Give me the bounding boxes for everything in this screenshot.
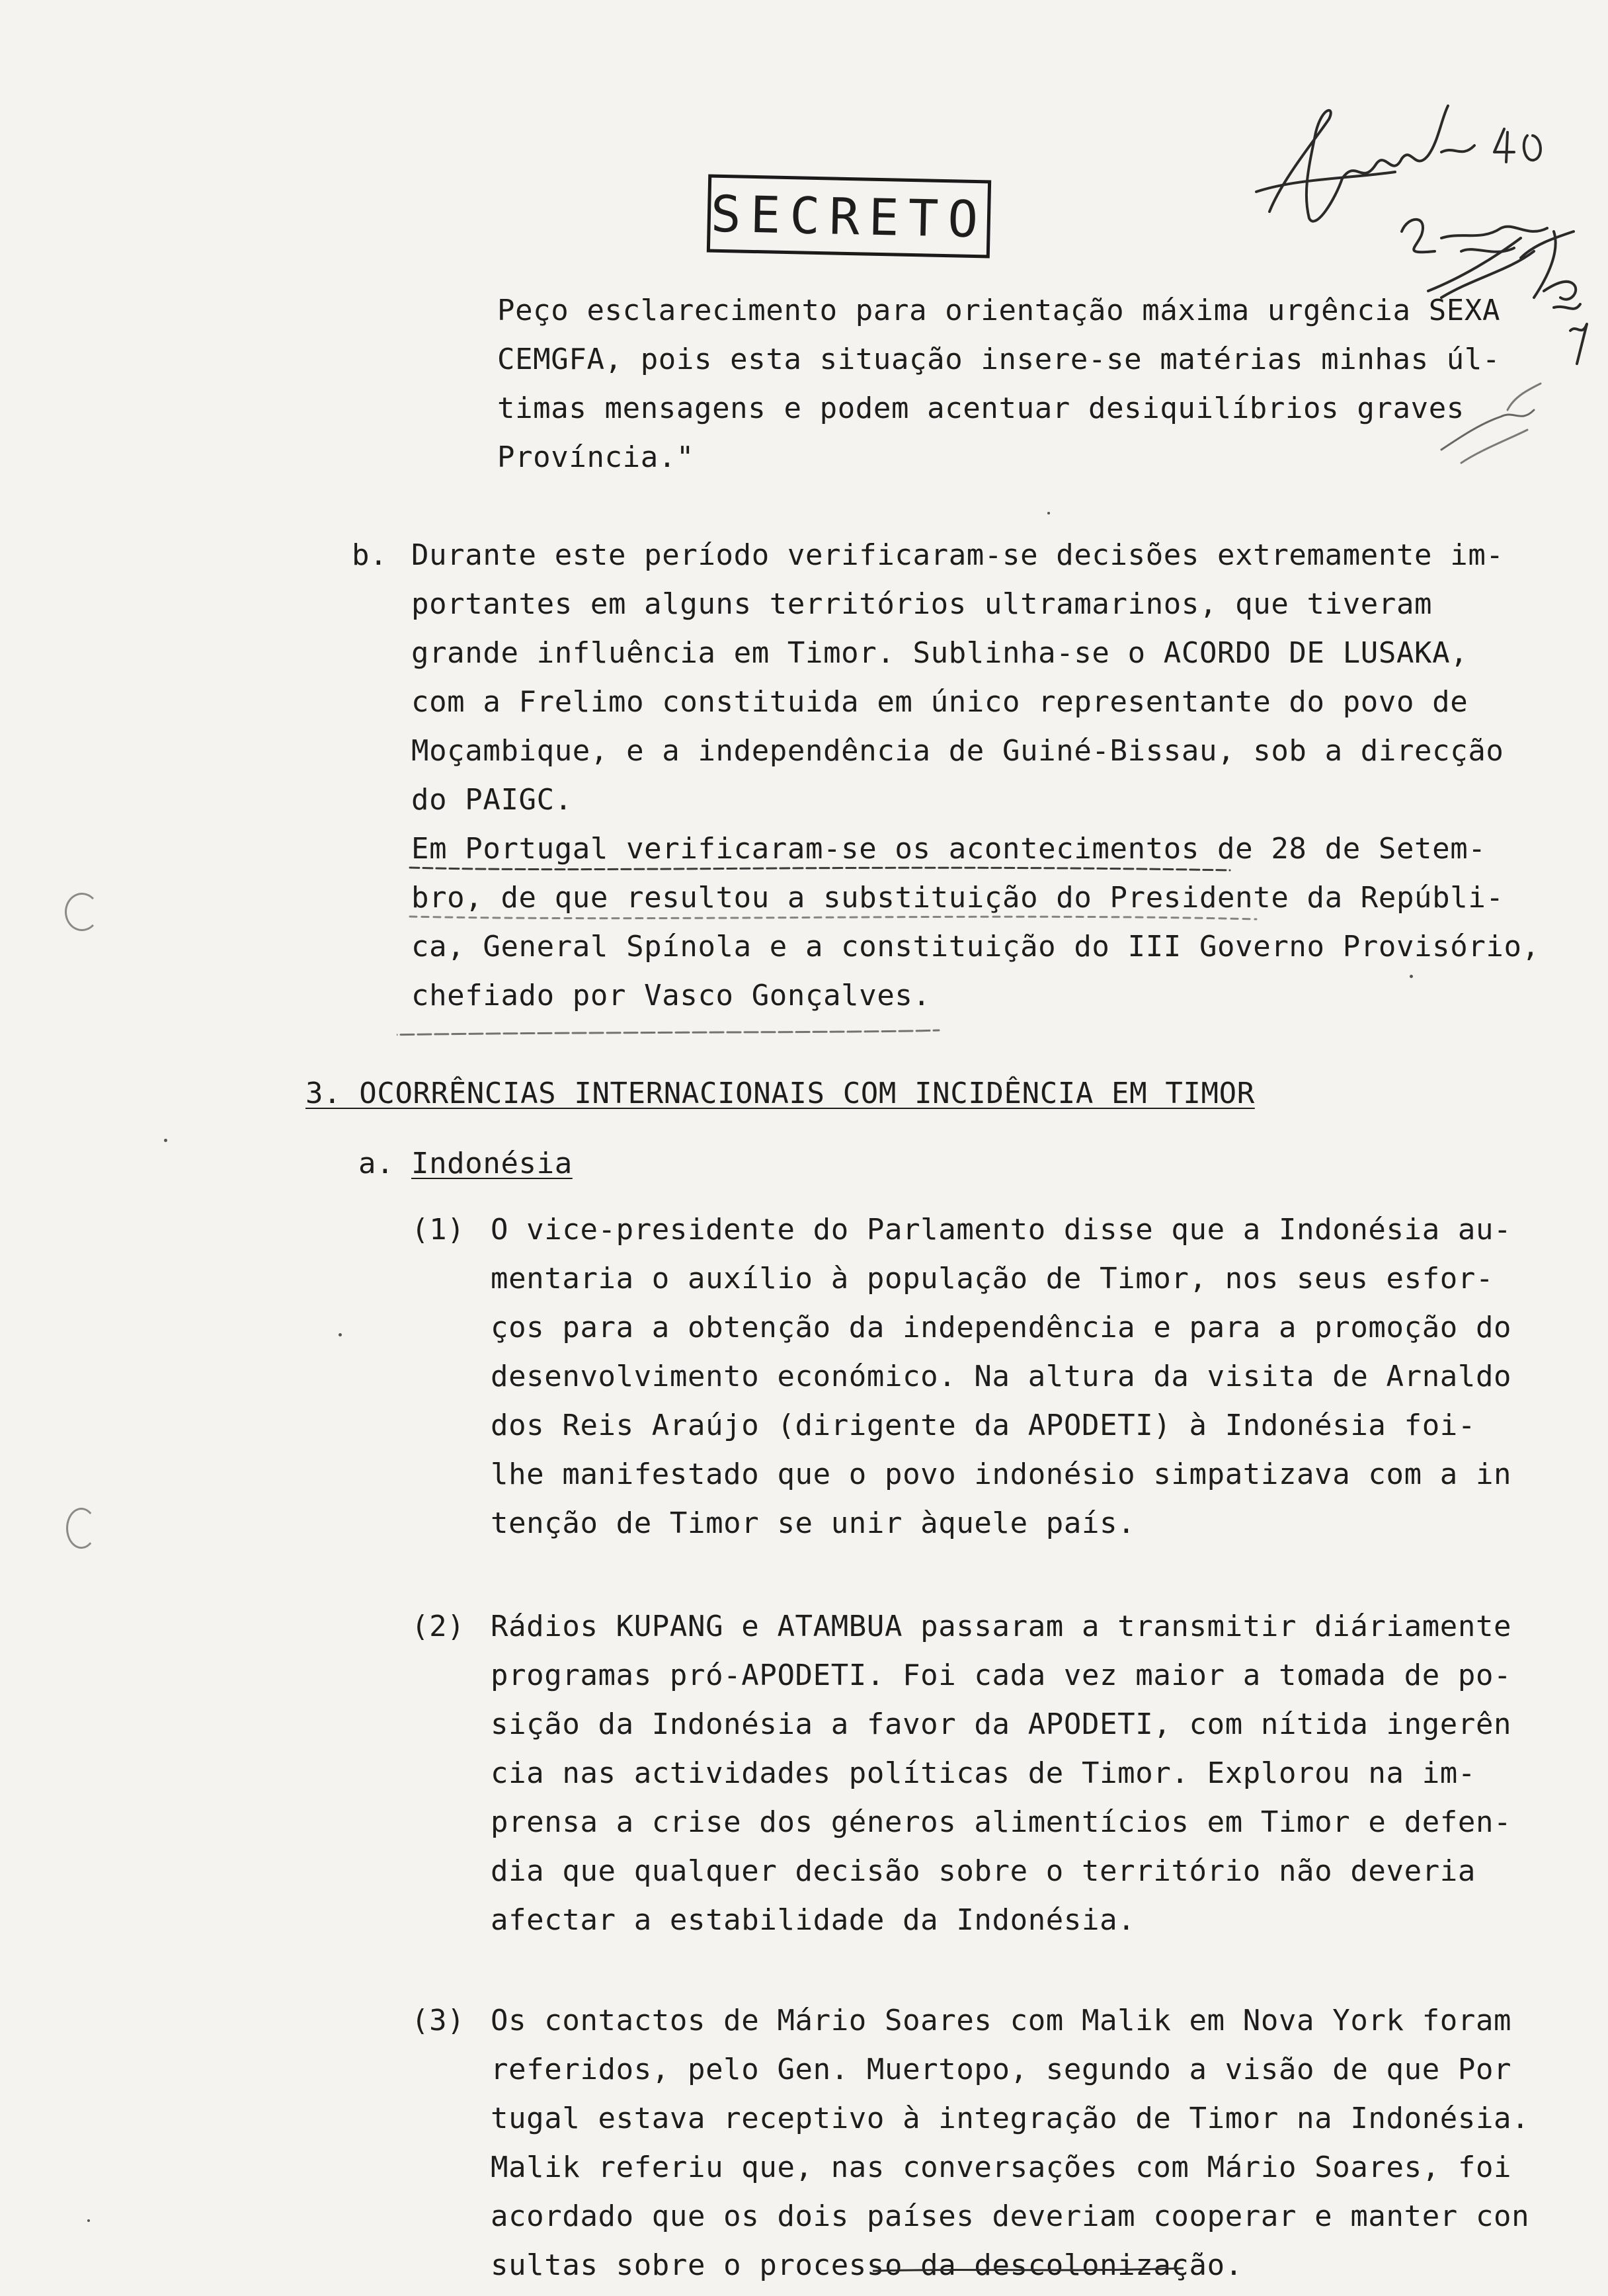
- section-3-heading: 3. OCORRÊNCIAS INTERNACIONAIS COM INCIDÊNCIA EM TIMOR: [305, 1077, 1255, 1110]
- item-line: dia que qualquer decisão sobre o território não deveria: [491, 1854, 1476, 1888]
- item-line: Os contactos de Mário Soares com Malik em Nova York foram: [491, 2004, 1512, 2037]
- item-line: lhe manifestado que o povo indonésio simpatizava com a in: [491, 1457, 1512, 1491]
- item-line: tenção de Timor se unir àquele país.: [491, 1506, 1136, 1540]
- quote-line: Peço esclarecimento para orientação máxima urgência SEXA: [497, 294, 1501, 327]
- item-line: Rádios KUPANG e ATAMBUA passaram a transmitir diáriamente: [491, 1610, 1512, 1643]
- paragraph-line: bro, de que resultou a substituição do Presidente da Repúbli-: [411, 881, 1504, 915]
- item-line: desenvolvimento económico. Na altura da visita de Arnaldo: [491, 1360, 1512, 1393]
- item-line: cia nas actividades políticas de Timor. Explorou na im-: [491, 1756, 1476, 1790]
- paragraph-line: Em Portugal verificaram-se os acontecimentos de 28 de Setem-: [411, 832, 1486, 866]
- item-line: O vice-presidente do Parlamento disse que a Indonésia au-: [491, 1213, 1512, 1247]
- paragraph-line: Moçambique, e a independência de Guiné-Bissau, sob a direcção: [411, 734, 1504, 768]
- quote-line: CEMGFA, pois esta situação insere-se matérias minhas úl-: [497, 343, 1501, 376]
- punch-hole: [65, 893, 99, 931]
- pen-underline-marks: [397, 853, 1388, 1051]
- item-marker: (2): [411, 1610, 465, 1643]
- scan-speck: [164, 1139, 167, 1142]
- quote-line: Província.": [497, 440, 694, 474]
- scan-speck: [1410, 975, 1413, 978]
- item-line: tugal estava receptivo à integração de Timor na Indonésia.: [491, 2102, 1530, 2135]
- item-line: acordado que os dois países deveriam cooperar e manter con: [491, 2199, 1530, 2233]
- sub-a-title: Indonésia: [411, 1147, 573, 1180]
- item-line: prensa a crise dos géneros alimentícios em Timor e defen-: [491, 1805, 1512, 1839]
- item-line: sição da Indonésia a favor da APODETI, com nítida ingerên: [491, 1707, 1512, 1741]
- paragraph-line: com a Frelimo constituida em único representante do povo de: [411, 685, 1468, 719]
- item-line: sultas sobre o processo da descolonização.: [491, 2248, 1243, 2282]
- item-line: referidos, pelo Gen. Muertopo, segundo a visão de que Por: [491, 2053, 1512, 2086]
- handwritten-annotation: [1243, 79, 1600, 503]
- paragraph-line: ca, General Spínola e a constituição do III Governo Provisório,: [411, 930, 1540, 964]
- paragraph-line: portantes em alguns territórios ultramarinos, que tiveram: [411, 587, 1433, 621]
- sub-a-marker: a.: [358, 1147, 395, 1180]
- paragraph-line: grande influência em Timor. Sublinha-se o ACORDO DE LUSAKA,: [411, 636, 1468, 670]
- item-line: mentaria o auxílio à população de Timor, nos seus esfor-: [491, 1262, 1494, 1295]
- punch-hole: [66, 1508, 97, 1549]
- item-line: ços para a obtenção da independência e para a promoção do: [491, 1311, 1512, 1344]
- section-b-marker: b.: [352, 538, 388, 572]
- quote-line: timas mensagens e podem acentuar desiquilíbrios graves: [497, 391, 1465, 425]
- item-marker: (1): [411, 1213, 465, 1247]
- item-line: afectar a estabilidade da Indonésia.: [491, 1903, 1136, 1937]
- strikethrough-mark: [866, 2248, 1263, 2288]
- paragraph-line: do PAIGC.: [411, 783, 573, 817]
- item-marker: (3): [411, 2004, 465, 2037]
- classification-stamp: SECRETO: [707, 175, 991, 259]
- paragraph-line: chefiado por Vasco Gonçalves.: [411, 979, 931, 1012]
- paragraph-line: Durante este período verificaram-se decisões extremamente im-: [411, 538, 1504, 572]
- scan-speck: [1047, 512, 1050, 514]
- item-line: programas pró-APODETI. Foi cada vez maior a tomada de po-: [491, 1659, 1512, 1692]
- item-line: Malik referiu que, nas conversações com Mário Soares, foi: [491, 2151, 1512, 2184]
- scan-speck: [87, 2219, 90, 2222]
- scan-speck: [339, 1333, 342, 1336]
- item-line: dos Reis Araújo (dirigente da APODETI) à Indonésia foi-: [491, 1409, 1476, 1442]
